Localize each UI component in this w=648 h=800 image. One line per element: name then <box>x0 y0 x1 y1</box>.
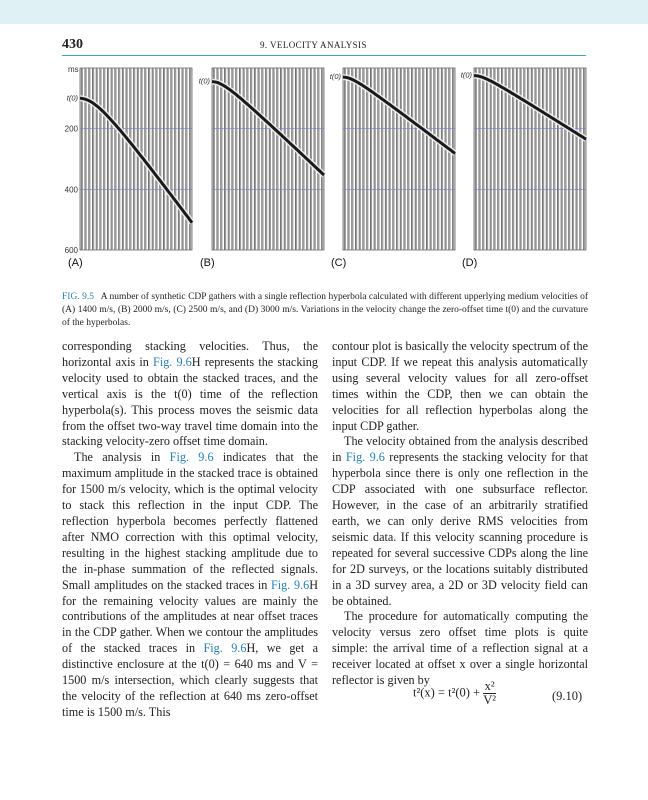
left-paragraph-1: corresponding stacking velocities. Thus, the horizontal axis in Fig. 9.6H represents the stacking velocity used to obtain the stacked traces, and the vertical axis is the t(0) time of the reflection hyperbola(s). This process moves the seismic data from the offset two-way travel time domain into the stacking velocity-zero offset time domain. <box>62 339 318 449</box>
t0-label: t(0) <box>66 93 78 103</box>
y-tick-label: 400 <box>64 185 78 195</box>
panel-label: (D) <box>462 257 478 269</box>
equation-fraction <box>483 680 496 707</box>
equation-9-10 <box>413 680 496 707</box>
fig-link[interactable]: Fig. 9.6 <box>203 641 247 656</box>
caption-text: A number of synthetic CDP gathers with a single reflection hyperbola calculated with different upperlying medium velocities of (A) 1400 m/s, (B) 2000 m/s, (C) 2500 m/s, and (D) 3000 m/s. Variations in the velocity change the zero-offset time t(0) and the curvature of the hyperbolas. <box>62 292 588 328</box>
left-paragraph-2: The analysis in Fig. 9.6 indicates that the maximum amplitude in the stacked trace is obtained for 1500 m/s velocity, which is the optimal velocity to stack this reflection in the input CDP. The reflection hyperbola becomes perfectly flattened after NMO correction with this optimal velocity, resulting in the highest stacking amplitude due to the in-phase summation of the reflected signals. Small amplitudes on the stacked traces in Fig. 9.6H for the remaining velocity values are mainly the contributions of the amplitudes at near offset traces in the CDP gather. When we contour the amplitudes of the stacked traces in Fig. 9.6H, we get a distinctive enclosure at the t(0) = 640 ms and V = 1500 m/s intersection, which clearly suggests that the velocity of the reflection at 640 ms zero-offset time is 1500 m/s. This <box>62 450 319 719</box>
right-paragraph-3: The procedure for automatically computing the velocity versus zero offset time plots is quite simple: the arrival time of a reflection signal at a receiver located at offset x over a single horizontal reflector is given by <box>332 609 588 688</box>
equation-lhs: t²(x) = t²(0) + <box>413 685 481 700</box>
figure-9-5 <box>60 60 590 288</box>
page-number: 430 <box>62 37 83 52</box>
header-rule <box>62 55 586 56</box>
t0-label: t(0) <box>198 76 210 86</box>
fig-link[interactable]: Fig. 9.6 <box>169 450 214 465</box>
cdp-gather-panel <box>199 68 324 269</box>
top-color-band <box>0 0 648 24</box>
equation-number: (9.10) <box>552 689 583 703</box>
panel-label: (B) <box>200 257 215 269</box>
cdp-gather-panel <box>64 68 192 269</box>
fig-link[interactable]: Fig. 9.6 <box>153 354 192 369</box>
y-tick-label: 200 <box>64 124 78 134</box>
right-paragraph-1: contour plot is basically the velocity spectrum of the input CDP. If we repeat this analysis automatically using several velocity values for all zero-offset times within the CDP, then we can obtain the velocities for all reflection hyperbolas along the input CDP gather. <box>332 339 588 433</box>
y-unit-label: ms <box>68 65 79 74</box>
left-column <box>62 339 318 721</box>
fig-link[interactable]: Fig. 9.6 <box>345 450 385 465</box>
right-paragraph-2: The velocity obtained from the analysis described in Fig. 9.6 represents the stacking velocity for that hyperbola since there is only one reflection in the CDP associated with one subsurface reflector. However, in the case of an arbitrarily stratified earth, we can only derive RMS velocities from seismic data. If this velocity scanning procedure is repeated for several successive CDPs along the line for 2D surveys, or the locations suitably distributed in a 3D survey area, a 2D or 3D velocity field can be obtained. <box>332 434 589 608</box>
panel-label: (C) <box>331 257 347 269</box>
cdp-gather-panel <box>461 68 586 269</box>
caption-label: FIG. 9.5 <box>62 292 94 302</box>
figure-caption <box>62 291 588 330</box>
panel-label: (A) <box>68 257 83 269</box>
equation-numerator: x² <box>484 679 495 693</box>
y-tick-label: 600 <box>64 246 78 255</box>
t0-label: t(0) <box>460 70 472 80</box>
running-title: 9. VELOCITY ANALYSIS <box>260 40 367 50</box>
equation-denominator: V² <box>483 693 496 707</box>
right-column <box>332 339 588 689</box>
fig-link[interactable]: Fig. 9.6 <box>271 577 310 592</box>
cdp-gather-panel <box>330 68 455 269</box>
t0-label: t(0) <box>329 72 341 82</box>
